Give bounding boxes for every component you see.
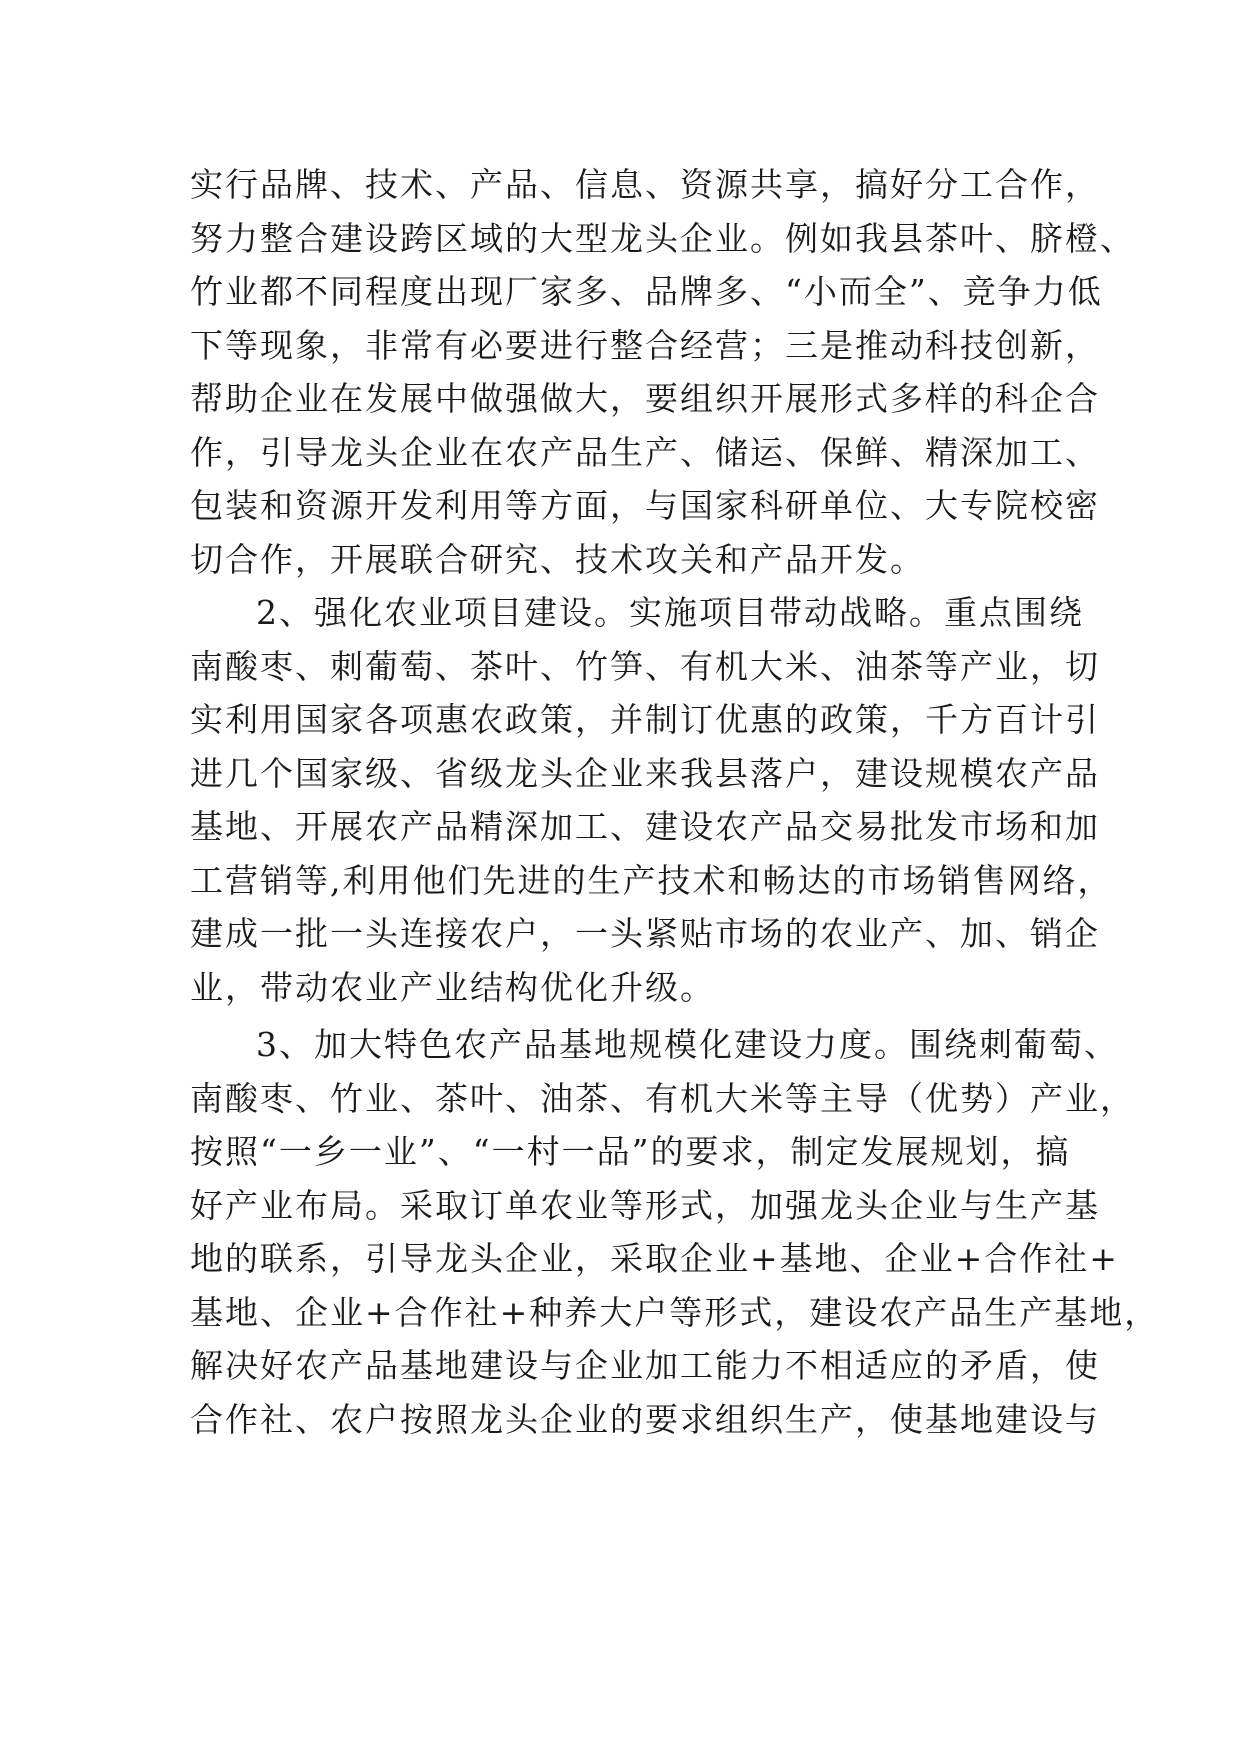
paragraph-1 [190,158,1135,586]
text-line: 业，带动农业产业结构优化升级。 [190,967,715,1007]
document-body [190,158,1160,1446]
text-line: 进几个国家级、省级龙头企业来我县落户，建设规模农产品 [190,753,1100,793]
paragraph-3 [190,1018,1160,1446]
text-line: 建成一批一头连接农户，一头紧贴市场的农业产、加、销企 [190,914,1100,953]
text-line: 3、加大特色农产品基地规模化建设力度。围绕刺葡萄、 [256,1025,1119,1064]
text-line: 基地、开展农产品精深加工、建设农产品交易批发市场和加 [190,807,1100,846]
text-line: 包装和资源开发利用等方面，与国家科研单位、大专院校密 [190,486,1100,525]
text-line: 下等现象，非常有必要进行整合经营；三是推动科技创新， [190,325,1100,365]
text-line: 努力整合建设跨区域的大型龙头企业。例如我县茶叶、脐橙、 [190,218,1135,258]
text-line: 工营销等,利用他们先进的生产技术和畅达的市场销售网络， [190,860,1113,900]
text-line: 作，引导龙头企业在农产品生产、储运、保鲜、精深加工、 [190,432,1100,472]
text-line: 实行品牌、技术、产品、信息、资源共享，搞好分工合作， [190,165,1100,204]
paragraph-2 [190,586,1113,1014]
text-line: 南酸枣、竹业、茶叶、油茶、有机大米等主导（优势）产业， [190,1078,1135,1118]
text-line: 2、强化农业项目建设。实施项目带动战略。重点围绕 [256,593,1084,632]
text-line: 竹业都不同程度出现厂家多、品牌多、“小而全”、竞争力低 [190,272,1103,311]
text-line: 帮助企业在发展中做强做大，要组织开展形式多样的科企合 [190,379,1100,418]
text-line: 实利用国家各项惠农政策，并制订优惠的政策，千方百计引 [190,700,1100,739]
text-line: 解决好农产品基地建设与企业加工能力不相适应的矛盾，使 [190,1346,1100,1385]
text-line: 合作社、农户按照龙头企业的要求组织生产，使基地建设与 [190,1399,1100,1439]
text-line: 南酸枣、刺葡萄、茶叶、竹笋、有机大米、油茶等产业，切 [190,646,1100,686]
text-line: 切合作，开展联合研究、技术攻关和产品开发。 [190,539,925,579]
text-line: 地的联系，引导龙头企业，采取企业+基地、企业+合作社+ [190,1239,1119,1278]
text-line: 好产业布局。采取订单农业等形式，加强龙头企业与生产基 [190,1185,1100,1225]
text-line: 基地、企业+合作社+种养大户等形式，建设农产品生产基地， [190,1292,1160,1332]
text-line: 按照“一乡一业”、“一村一品”的要求，制定发展规划，搞 [190,1132,1071,1171]
